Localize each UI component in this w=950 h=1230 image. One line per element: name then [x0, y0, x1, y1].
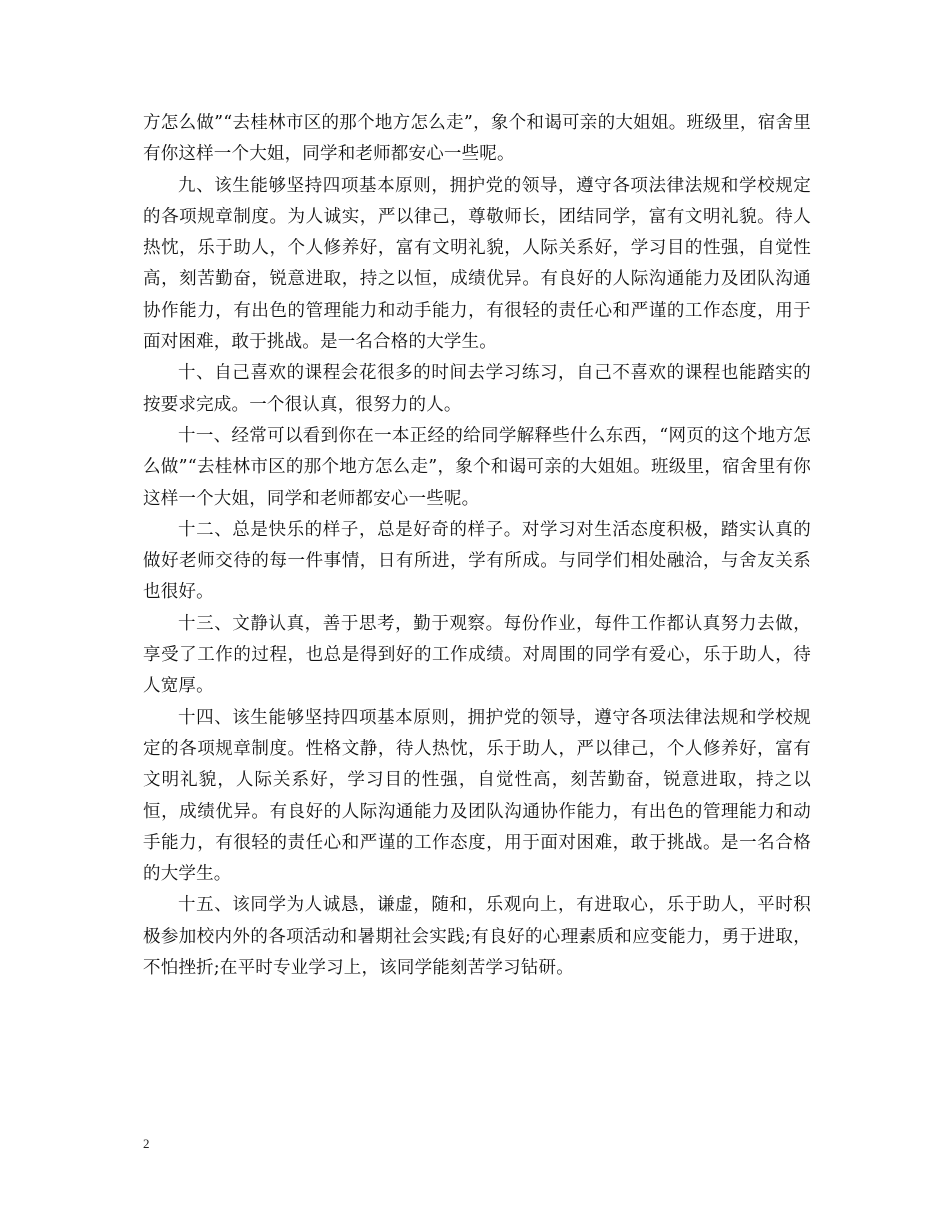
paragraph-item-9: 九、该生能够坚持四项基本原则，拥护党的领导，遵守各项法律法规和学校规定的各项规章制度。为人诚实，严以律己，尊敬师长，团结同学，富有文明礼貌。待人热忱，乐于助人，个人修养好，富有文明礼貌，人际关系好，学习目的性强，自觉性高，刻苦勤奋，锐意进取，持之以恒，成绩优异。有良好的人际沟通能力及团队沟通协作能力，有出色的管理能力和动手能力，有很轻的责任心和严谨的工作态度，用于面对困难，敢于挑战。是一名合格的大学生。: [143, 175, 811, 353]
paragraph-item-14: 十四、该生能够坚持四项基本原则，拥护党的领导，遵守各项法律法规和学校规定的各项规章制度。性格文静，待人热忱，乐于助人，严以律己，个人修养好，富有文明礼貌，人际关系好，学习目的性强，自觉性高，刻苦勤奋，锐意进取，持之以恒，成绩优异。有良好的人际沟通能力及团队沟通协作能力，有出色的管理能力和动手能力，有很轻的责任心和严谨的工作态度，用于面对困难，敢于挑战。是一名合格的大学生。: [143, 707, 811, 885]
paragraph-item-12: 十二、总是快乐的样子，总是好奇的样子。对学习对生活态度积极，踏实认真的做好老师交待的每一件事情，日有所进，学有所成。与同学们相处融洽，与舍友关系也很好。: [143, 519, 811, 603]
paragraph-item-15: 十五、该同学为人诚恳，谦虚，随和，乐观向上，有进取心，乐于助人，平时积极参加校内外的各项活动和暑期社会实践;有良好的心理素质和应变能力，勇于进取，不怕挫折;在平时专业学习上，该同学能刻苦学习钻研。: [143, 895, 811, 979]
paragraph-continuation: 方怎么做”“去桂林市区的那个地方怎么走”，象个和谒可亲的大姐姐。班级里，宿舍里有你这样一个大姐，同学和老师都安心一些呢。: [143, 113, 811, 165]
paragraph-item-13: 十三、文静认真，善于思考，勤于观察。每份作业，每件工作都认真努力去做，享受了工作的过程，也总是得到好的工作成绩。对周围的同学有爱心，乐于助人，待人宽厚。: [143, 613, 811, 697]
document-body: [143, 108, 811, 984]
page-number: 2: [143, 1136, 150, 1151]
paragraph-item-10: 十、自己喜欢的课程会花很多的时间去学习练习，自己不喜欢的课程也能踏实的按要求完成。一个很认真，很努力的人。: [143, 363, 811, 415]
paragraph-item-11: 十一、经常可以看到你在一本正经的给同学解释些什么东西，“网页的这个地方怎么做”“去桂林市区的那个地方怎么走”，象个和谒可亲的大姐姐。班级里，宿舍里有你这样一个大姐，同学和老师都安心一些呢。: [143, 425, 811, 509]
